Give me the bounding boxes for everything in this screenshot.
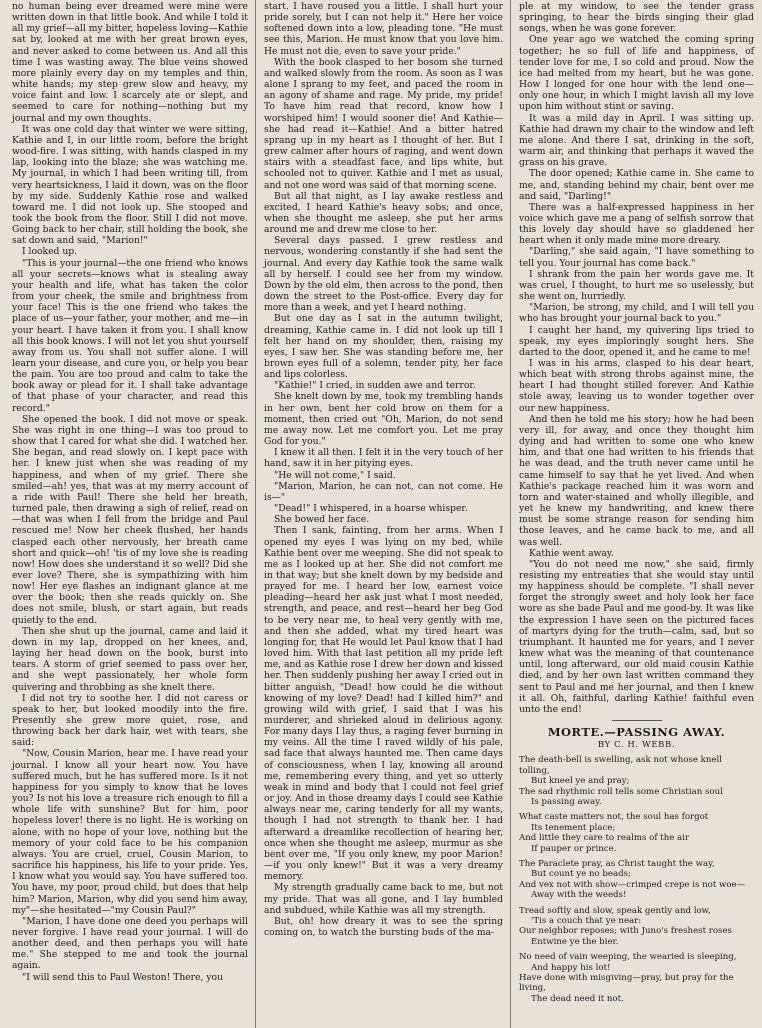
paragraph: "Marion, I have done one deed you perhaps will never forgive. I have read your journal. I will do another deed, and then perhaps you will hate me." She stepped to me and took the journal again. [12, 915, 248, 972]
paragraph: "This is your journal—the one friend who knows all your secrets—knows what is stealing away your health and life, what has taken the color from your cheek, the smile and brightness from your face! This is the one friend who takes the place of us—your father, your mother, and me—in your heart. I have taken it from you. I shall know all this book knows. I will not let you shut yourself away from us. You shall not suffer alone. I will learn your disease, and cure you, or help you bear the pain. You are too proud and calm to take the book away or plead for it. I shall take advantage of that phase of your character, and read this record." [12, 257, 248, 414]
poem-line: The dead need it not. [531, 993, 624, 1004]
poem-line: Have done with misgiving—pray, but pray for the living, [519, 973, 734, 994]
poem-stanza [519, 859, 754, 901]
paragraph: "Dead!" I whispered, in a hoarse whisper. [274, 503, 468, 515]
poem-stanza [519, 812, 754, 854]
paragraph: But one day as I sat in the autumn twilight, dreaming, Kathie came in. I did not look up till I felt her hand on my shoulder, then, raising my eyes, I saw her. She was standing before me, her brown eyes full of a solemn, tender pity, her face and lips colorless. [264, 313, 503, 381]
poem-line: The death-bell is swelling, ask not whose knell tolling, [519, 755, 722, 776]
paragraph: ple at my window, to see the tender grass springing, to hear the birds singing their glad songs, when he was gone forever. [519, 1, 754, 35]
paragraph: I looked up. [22, 246, 78, 258]
poem-title: MORTE.—PASSING AWAY. [547, 725, 726, 739]
poem-stanza [519, 952, 754, 1004]
poem-stanza [519, 755, 754, 807]
paragraph: One year ago we watched the coming spring together; he so full of life and happiness, of tender love for me, I so cold and proud. Now the ice had melted from my heart, but he was gone. How I longed for one hour with the lend one—only one hour, in which I might lavish all my love upon him without stint or saving. [519, 34, 754, 113]
poem-line: And vex not with show—crimped crepe is not woe— [519, 879, 746, 890]
poem-line: Tread softly and slow, speak gently and low, [519, 905, 711, 916]
paragraph: I knew it all then. I felt it in the very touch of her hand, saw it in her pitying eyes. [264, 447, 503, 470]
poem-line: Is passing away. [531, 796, 602, 807]
paragraph: "You do not need me now," she said, firmly resisting my entreaties that she would stay until my happiness should be complete. "I shall never forget the strongly sweet and holy look her face wore as she bade Paul and me good-by. It was like the expression I have seen on the pictured faces of martyrs dying for the truth—calm, sad, but so triumphant. It haunted me for years, and I never knew what was the meaning of that countenance until, long afterward, our old maid cousin Kathie died, and by her own last written command they sent to Paul and me her journal, and then I knew it all. Oh, faithful, darling Kathie! faithful even unto the end! [519, 558, 754, 715]
poem-line: And little they care to realms of the air [519, 833, 690, 844]
paragraph: "Now, Cousin Marion, hear me. I have read your journal. I know all your heart now. You have suffered much, but he has suffered more. Is it not happiness for you simply to know that he loves you? Is not his love a treasure rich enough to fill a whole life with sunshine? But for him, poor hopeless lover! there is no light. He is working on alone, with no hope of your love, nothing but the memory of your cold face to be his companion always. You are cruel, cruel, Cousin Marion, to sacrifice his happiness, his life to your pride. Yes, I know what you would say. You have suffered too. You have, my poor, proud child, but does that help him? Marion, Marion, why did you send him away, my"—she hesitated—"my Cousin Paul?" [12, 748, 248, 916]
paragraph: And then he told me his story; how he had been very ill, for away, and once they thought him dying and had written to some one who knew him, and that one had written to his friends that he was dead, and the truth never came until he came himself to say that he yet lived. And when Kathie's package reached him it was worn and torn and water-stained and wholly illegible, and yet he knew my handwriting, and knew there must be some strange reason for sending him those leaves, and he came back to me, and all was well. [519, 413, 754, 548]
paragraph: "Marion, Marion, he can not, can not come. He is—" [264, 480, 503, 503]
poem-line: 'Tis a couch that ye near: [531, 916, 642, 926]
paragraph: There was a half-expressed happiness in her voice which gave me a pang of selfish sorrow that this lovely day should have so gladdened her heart when it only made mine more dreary. [519, 201, 754, 247]
poem-line: What caste matters not, the soul has forgot [519, 812, 709, 823]
paragraph: Several days passed. I grew restless and nervous, wondering constantly if she had sent the journal. And every day Kathie took the same walk all by herself. I could see her from my window. Down by the old elm, then across to the pond, then down the street to the Post-office. Every day for more than a week, and yet I heard nothing. [264, 235, 503, 314]
paragraph: I did not try to soothe her. I did not caress or speak to her, but looked moodily into the fire. Presently she grew more quiet, rose, and throwing back her dark hair, wet with tears, she said: [12, 692, 248, 749]
paragraph: The door opened; Kathie came in. She came to me, and, standing behind my chair, bent over me and said, "Darling!" [519, 168, 754, 202]
poem-line: But kneel ye and pray; [531, 776, 630, 787]
column-2 [258, 0, 508, 1028]
paragraph: She knelt down by me, took my trembling hands in her own, bent her cold brow on them for a moment, then cried out "Oh, Marion, do not send me away now. Let me comfort you. Let me pray God for you." [264, 391, 503, 448]
poem-line: Entwine ye the bier. [531, 936, 619, 947]
poem [519, 755, 754, 1004]
paragraph: "I will send this to Paul Weston! There, you [22, 971, 223, 983]
paragraph: It was one cold day that winter we were sitting, Kathie and I, in our little room, before the bright wood-fire. I was sitting, with hands clasped in my lap, looking into the blaze; she was watching me. My journal, in which I had been writing till, from very heartsickness, I laid it down, was on the floor by my side. Suddenly Kathie rose and walked toward me. I did not look up. She stooped and took the book from the floor. Still I did not move. Going back to her chair, still holding the book, she sat down and said, "Marion!" [12, 123, 248, 247]
paragraph: Kathie went away. [529, 547, 614, 559]
paragraph: Then I sank, fainting, from her arms. When I opened my eyes I was lying on my bed, while Kathie bent over me weeping. She did not speak to me as I looked up at her. She did not comfort me in that way; but she knelt down by my bedside and prayed for me. I heard her low, earnest voice pleading—heard her ask just what I most needed, strength, and peace, and rest—heard her beg God to be very near me, to heal very gently with me, and then she added, what my tired heart was longing for, that He would let Paul know that I had loved him. With that last petition all my pride left me, and as Kathie rose I drew her down and kissed her. Then suddenly pushing her away I cried out in bitter anguish, "Dead! how could he die without knowing of my love? Dead! had I killed him?" and growing wild with grief, I said that I was his murderer, and shrieked aloud in delirious agony. For many days I lay thus, a raging fever burning in my veins. All the time I raved wildly of his pale, sad face that always haunted me. Then came days of consciousness, when I lay, knowing all around me, remembering every thing, and yet so utterly weak in mind and body that I could not feel grief or joy. And in those dreamy days I could see Kathie always near me, caring tenderly for all my wants, though I had not strength to thank her. I had afterward a dreamlike recollection of hearing her, once when she thought me asleep, murmur as she bent over me, "If you only knew, my poor Marion!—if you only knew!" But it was a very dreamy memory. [264, 525, 503, 883]
paragraph: I shrank from the pain her words gave me. It was cruel, I thought, to hurt me so uselessly, but she went on, hurriedly. [519, 268, 754, 303]
paragraph: no human being ever dreamed were mine were written down in that little book. And while I told it all my grief—all my bitter, hopeless loving—Kathie sat by, looked at me with her great brown eyes, and never asked to come between us. And all this time I was wasting away. The blue veins showed more plainly every day on my temples and thin, white hands; my step grew slow and heavy, my voice faint and low. I scarcely ate or slept, and seemed to care for nothing—nothing but my journal and my own thoughts. [12, 1, 248, 124]
paragraph: start. I have roused you a little. I shall hurt your pride sorely, but I can not help it." Here her voice softened down into a low, pleading tone. "He must see this, Marion. He must know that you love him. He must not die, even to save your pride." [264, 1, 503, 57]
poem-line: Its tenement place; [531, 822, 616, 833]
poem-line: The Paraclete pray, as Christ taught the way, [519, 858, 715, 869]
paragraph: With the book clasped to her bosom she turned and walked slowly from the room. As soon as I was alone I sprang to my feet, and paced the room in an agony of shame and rage. My pride, my pride! To have him read that record, know how I worshiped him! I would sooner die! And Kathie—she had read it—Kathie! And a bitter hatred sprang up in my heart as I thought of her. But I grew calmer after hours of raging, and went down stairs with a steadfast face, and lips white, but schooled not to quiver. Kathie and I met as usual, and not one word was said of that morning scene. [264, 56, 503, 191]
poem-line: And happy his lot! [531, 962, 611, 973]
poem-line: But count ye no beads; [531, 869, 631, 880]
poem-line: Away with the weeds! [531, 890, 627, 901]
paragraph: I caught her hand, my quivering lips tried to speak, my eyes imploringly sought hers. She darted to the door, opened it, and he came to me! [519, 324, 754, 358]
poem-line: No need of vain weeping, the wearied is sleeping, [519, 952, 737, 963]
poem-byline: BY C. H. WEBB. [597, 740, 676, 751]
column-3 [513, 0, 759, 1028]
paragraph: She opened the book. I did not move or speak. She was right in one thing—I was too proud to show that I cared for what she did. I watched her. She began, and read slowly on. I kept pace with her. I knew just when she was reading of my happiness, and when of my grief. There she smiled—ah! yes, that was at my merry account of a ride with Paul! There she held her breath, turned pale, then drawing a sigh of relief, read on—that was when I fell from the bridge and Paul rescued me! Now her cheek flushed, her hands clasped each other nervously, her breath came short and quick—oh! 'tis of my love she is reading now! How does she understand it so well? Did she ever love? There, she is sympathizing with him now! Her eye flashes an indignant glance at me over the book; then she reads quickly on. She does not smile, blush, or start again, but reads quietly to the end. [12, 413, 248, 626]
poem-stanza [519, 906, 754, 948]
poem-line: If pauper or prince. [531, 843, 617, 854]
paragraph: "Marion, be strong, my child, and I will tell you who has brought your journal back to you." [519, 302, 754, 325]
paragraph: I was in his arms, clasped to his dear heart, which beat with strong throbs against mine, the heart I had thought stilled forever. And Kathie stole away, leaving us to wonder together over our new happiness. [519, 358, 754, 414]
paragraph: "Darling," she said again, "I have something to tell you. Your journal has come back." [519, 246, 754, 269]
paragraph: My strength gradually came back to me, but not my pride. That was all gone, and I lay humbled and subdued, while Kathie was all my strength. [264, 882, 503, 916]
paragraph: It was a mild day in April. I was sitting up. Kathie had drawn my chair to the window and left me alone. And there I sat, drinking in the soft, warm air, and thinking that perhaps it waved the grass on his grave. [519, 112, 754, 169]
column-1 [6, 0, 253, 1028]
paragraph: But all that night, as I lay awake restless and excited, I heard Kathie's heavy sobs; and once, when she thought me asleep, she put her arms around me and drew me close to her. [264, 190, 503, 236]
column-rule [510, 0, 511, 1028]
section-divider [612, 720, 662, 721]
paragraph: "Kathie!" I cried, in sudden awe and terror. [274, 380, 476, 392]
paragraph: But, oh! how dreary it was to see the spring coming on, to watch the bursting buds of the ma- [264, 915, 503, 938]
paragraph: She bowed her face. [274, 514, 370, 526]
poem-line: The sad rhythmic roll tells some Christian soul [519, 786, 723, 797]
paragraph: Then she shut up the journal, came and laid it down in my lap, dropped on her knees, and, laying her head down on the book, burst into tears. A storm of grief seemed to pass over her, and she wept passionately, her whole form quivering and throbbing as she knelt there. [12, 625, 248, 693]
column-rule [255, 0, 256, 1028]
poem-line: Our neighbor reposes; with Juno's freshest roses [519, 926, 732, 937]
paragraph: "He will not come," I said. [274, 469, 396, 481]
